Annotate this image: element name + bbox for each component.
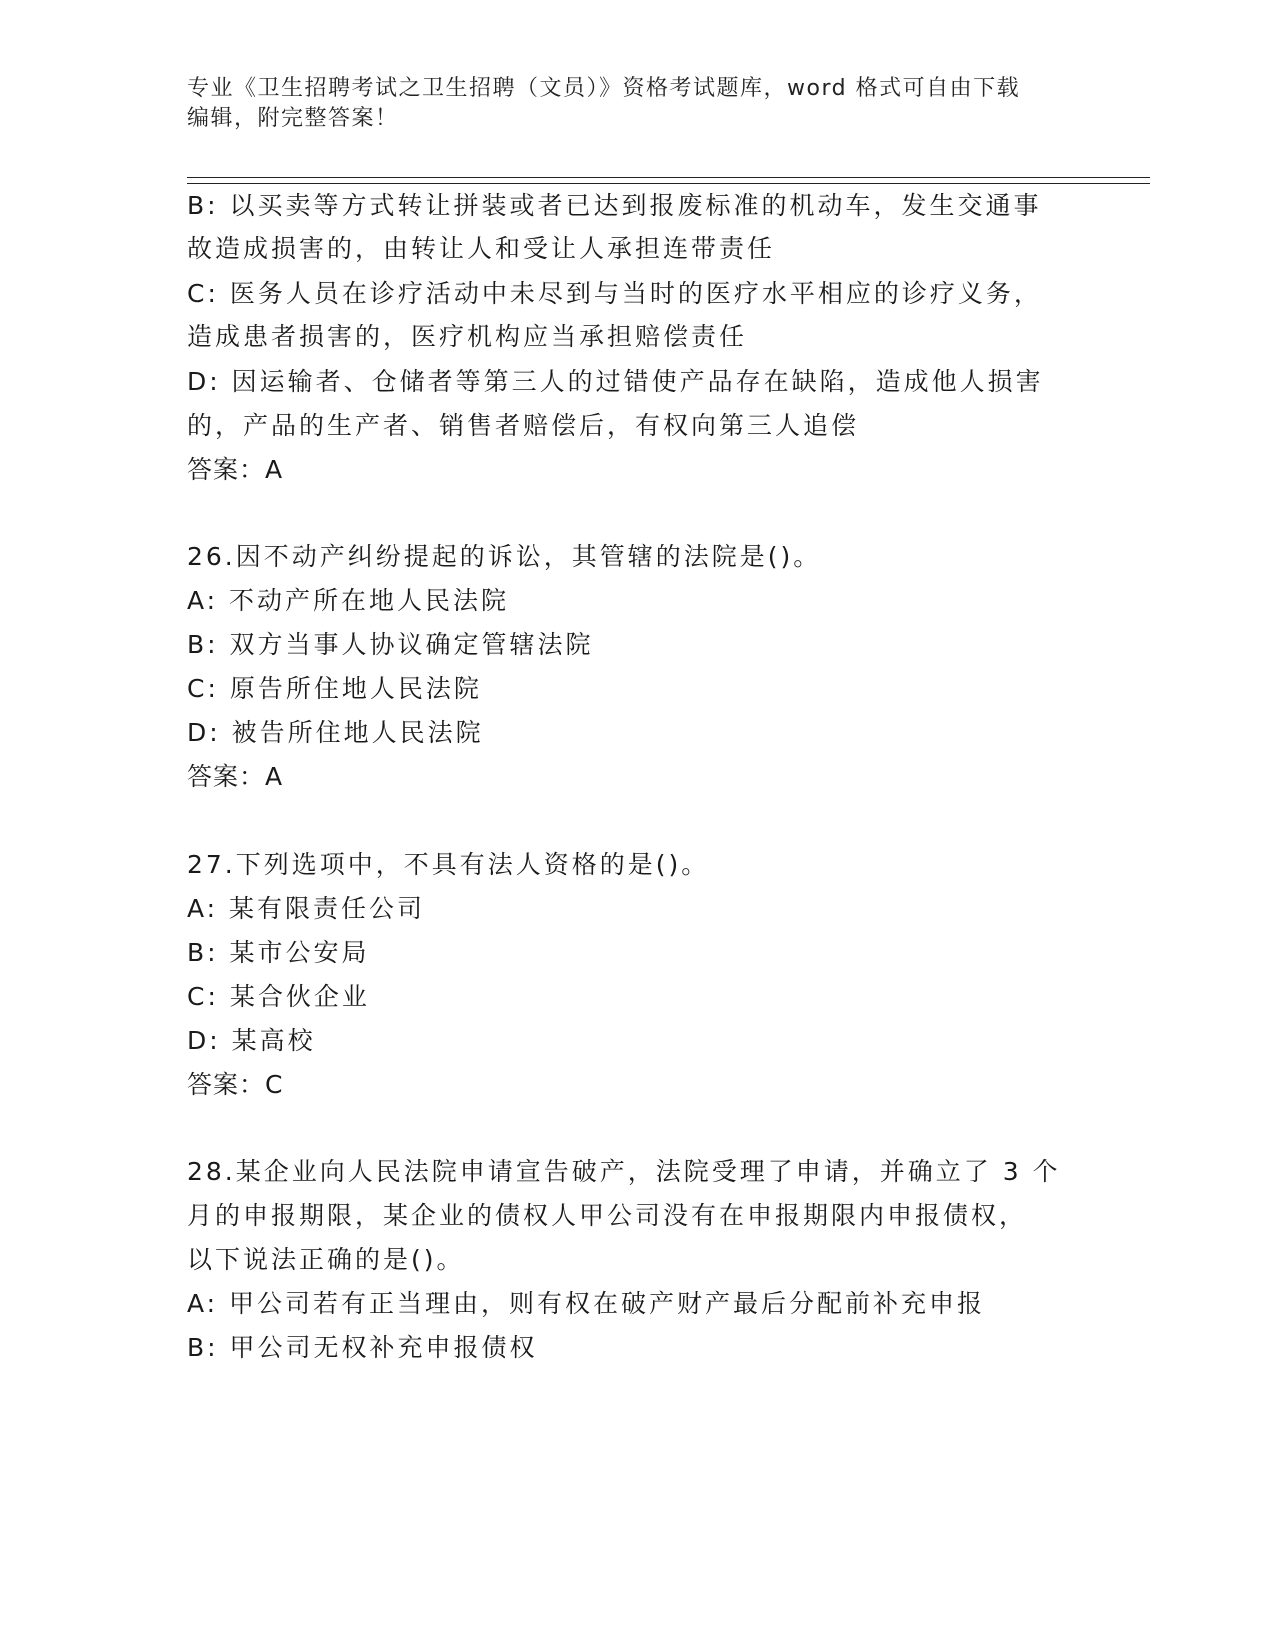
header-line-1: 专业《卫生招聘考试之卫生招聘（文员）》资格考试题库，word 格式可自由下载	[187, 76, 1021, 101]
question-27-option-c: C: 某合伙企业	[187, 982, 370, 1011]
answer-26: 答案：A	[187, 762, 284, 791]
question-28-option-b: B: 甲公司无权补充申报债权	[187, 1333, 538, 1362]
option-d-line-1: D: 因运输者、仓储者等第三人的过错使产品存在缺陷，造成他人损害	[187, 367, 1044, 396]
question-27-stem: 27.下列选项中，不具有法人资格的是()。	[187, 850, 710, 879]
option-c-line-2: 造成患者损害的，医疗机构应当承担赔偿责任	[187, 322, 748, 351]
question-26-stem: 26.因不动产纠纷提起的诉讼，其管辖的法院是()。	[187, 542, 822, 571]
question-28-option-a: A: 甲公司若有正当理由，则有权在破产财产最后分配前补充申报	[187, 1289, 986, 1318]
question-26-option-a: A: 不动产所在地人民法院	[187, 586, 510, 615]
question-27-option-b: B: 某市公安局	[187, 938, 370, 967]
question-27-option-a: A: 某有限责任公司	[187, 894, 426, 923]
question-26-option-b: B: 双方当事人协议确定管辖法院	[187, 630, 594, 659]
option-b-line-2: 故造成损害的，由转让人和受让人承担连带责任	[187, 234, 776, 263]
question-28-stem-line-1: 28.某企业向人民法院申请宣告破产，法院受理了申请，并确立了 3 个	[187, 1157, 1061, 1186]
question-28-stem-line-3: 以下说法正确的是()。	[187, 1245, 465, 1274]
question-27-option-d: D: 某高校	[187, 1026, 316, 1055]
answer-25: 答案：A	[187, 455, 284, 484]
option-b-line-1: B: 以买卖等方式转让拼装或者已达到报废标准的机动车，发生交通事	[187, 191, 1042, 220]
header-line-2: 编辑，附完整答案！	[187, 106, 399, 131]
header-rule-top	[187, 177, 1150, 178]
question-26-option-c: C: 原告所住地人民法院	[187, 674, 482, 703]
document-header	[187, 74, 1087, 134]
question-28-stem-line-2: 月的申报期限，某企业的债权人甲公司没有在申报期限内申报债权，	[187, 1201, 1028, 1230]
option-c-line-1: C: 医务人员在诊疗活动中未尽到与当时的医疗水平相应的诊疗义务，	[187, 279, 1042, 308]
header-rule-bottom	[187, 183, 1150, 184]
question-26-option-d: D: 被告所住地人民法院	[187, 718, 484, 747]
option-d-line-2: 的，产品的生产者、销售者赔偿后，有权向第三人追偿	[187, 411, 860, 440]
answer-27: 答案：C	[187, 1070, 284, 1099]
